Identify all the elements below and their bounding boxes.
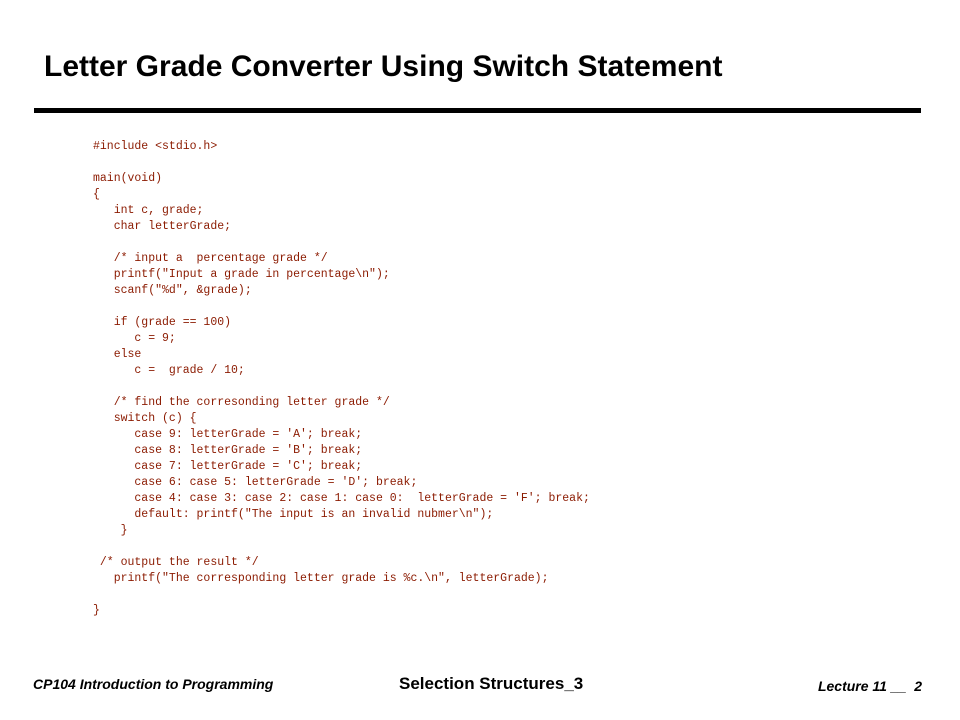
footer-course: CP104 Introduction to Programming [33, 676, 274, 692]
title-divider [34, 108, 921, 113]
code-line: } [93, 604, 100, 617]
code-line: printf("Input a grade in percentage\n"); [93, 268, 390, 281]
code-line: } [93, 524, 128, 537]
code-line [93, 235, 590, 251]
code-line: c = 9; [93, 332, 176, 345]
code-line: c = grade / 10; [93, 364, 245, 377]
code-line: default: printf("The input is an invalid nubmer\n"); [93, 508, 494, 521]
code-line: int c, grade; [93, 204, 204, 217]
code-line: /* input a percentage grade */ [93, 252, 328, 265]
code-line: case 6: case 5: letterGrade = 'D'; break; [93, 476, 418, 489]
code-line: char letterGrade; [93, 220, 232, 233]
code-line: case 4: case 3: case 2: case 1: case 0: letterGrade = 'F'; break; [93, 492, 590, 505]
code-line [93, 155, 590, 171]
code-line: switch (c) { [93, 412, 197, 425]
footer-topic: Selection Structures_3 [399, 674, 584, 693]
code-line: /* output the result */ [93, 556, 259, 569]
code-line: scanf("%d", &grade); [93, 284, 252, 297]
code-line: main(void) [93, 172, 163, 185]
code-line [93, 299, 590, 315]
slide-title: Letter Grade Converter Using Switch Statement [44, 50, 723, 83]
code-line: /* find the corresonding letter grade */ [93, 396, 390, 409]
code-line: else [93, 348, 142, 361]
code-line: #include <stdio.h> [93, 140, 218, 153]
code-line: case 9: letterGrade = 'A'; break; [93, 428, 363, 441]
footer-lecture-number: Lecture 11 __ 2 [817, 678, 922, 694]
code-line: case 7: letterGrade = 'C'; break; [93, 460, 363, 473]
code-line: printf("The corresponding letter grade is %c.\n", letterGrade); [93, 572, 549, 585]
code-line [93, 379, 590, 395]
code-line: case 8: letterGrade = 'B'; break; [93, 444, 363, 457]
code-listing [93, 139, 590, 619]
code-line: { [93, 188, 100, 201]
code-line: if (grade == 100) [93, 316, 232, 329]
code-line [93, 587, 590, 603]
code-line [93, 539, 590, 555]
